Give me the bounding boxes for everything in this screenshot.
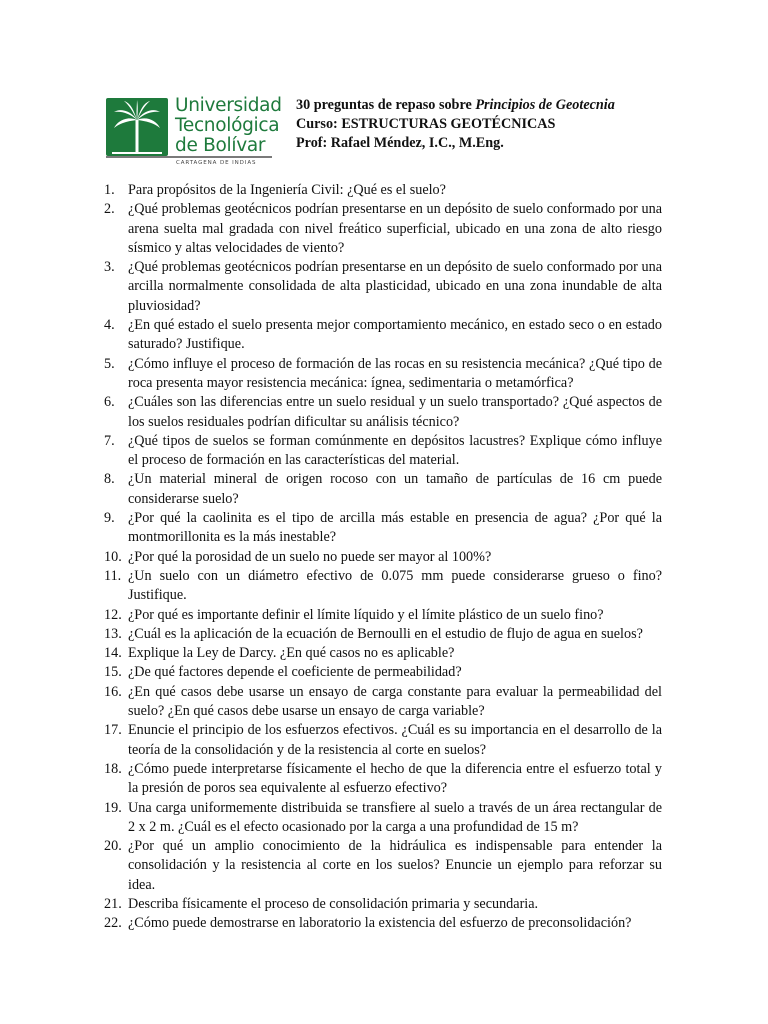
logo-line-1: Universidad [175, 95, 282, 116]
question-item [104, 606, 662, 625]
question-number: 13. [104, 625, 122, 642]
question-text: ¿Cómo puede interpretarse físicamente el hecho de que la diferencia entre el esfuerzo total y la presión de poros sea equivalente al esfuerzo efectivo? [128, 760, 662, 797]
question-item [104, 393, 662, 432]
question-text: ¿Por qué la caolinita es el tipo de arcilla más estable en presencia de agua? ¿Por qué la montmorillonita es la más inestable? [128, 510, 662, 546]
question-number: 1. [104, 182, 115, 198]
question-item [104, 914, 662, 933]
title-prefix: 30 preguntas de repaso sobre [296, 97, 476, 113]
question-item [104, 663, 662, 682]
question-number: 15. [104, 664, 122, 681]
question-text: ¿Cuál es la aplicación de la ecuación de Bernoulli en el estudio de flujo de agua en suelos? [128, 625, 643, 642]
question-item [104, 760, 662, 799]
question-number: 8. [104, 471, 115, 488]
course-title-block [296, 96, 615, 153]
question-item [104, 799, 662, 838]
logo-tagline: CARTAGENA DE INDIAS [176, 160, 257, 166]
question-item [104, 721, 662, 760]
question-text: Explique la Ley de Darcy. ¿En qué casos no es aplicable? [128, 645, 455, 662]
question-item [104, 258, 662, 316]
question-item [104, 548, 662, 567]
question-number: 10. [104, 548, 122, 565]
question-number: 12. [104, 606, 122, 623]
question-text: ¿De qué factores depende el coeficiente de permeabilidad? [128, 664, 462, 681]
question-text: ¿Cuáles son las diferencias entre un suelo residual y un suelo transportado? ¿Qué aspectos de los suelos residuales podrían dificultar su análisis técnico? [128, 394, 662, 430]
question-text: ¿En qué estado el suelo presenta mejor comportamiento mecánico, en estado seco o en estado saturado? Justifique. [128, 317, 662, 353]
question-text: ¿Qué problemas geotécnicos podrían presentarse en un depósito de suelo conformado por una arena suelta mal gradada con nivel freático superficial, ubicado en una zona de alto riesgo sísmico y altas velocidades de viento? [128, 201, 662, 256]
question-text: Enuncie el principio de los esfuerzos efectivos. ¿Cuál es su importancia en el desarrollo de la teoría de la consolidación y de la resistencia al corte en suelos? [128, 722, 662, 758]
question-number: 18. [104, 760, 122, 777]
question-item [104, 644, 662, 663]
question-text: Describa físicamente el proceso de consolidación primaria y secundaria. [128, 895, 539, 912]
question-number: 20. [104, 838, 122, 855]
question-text: ¿Qué tipos de suelos se forman comúnmente en depósitos lacustres? Explique cómo influye el proceso de formación en las características del material. [128, 432, 662, 469]
question-text: ¿Por qué la porosidad de un suelo no puede ser mayor al 100%? [128, 548, 492, 565]
question-text: ¿Cómo puede demostrarse en laboratorio la existencia del esfuerzo de preconsolidación? [128, 915, 632, 932]
question-item [104, 181, 662, 200]
professor-name: Prof: Rafael Méndez, I.C., M.Eng. [296, 135, 504, 151]
logo-wordmark [175, 96, 282, 156]
question-item [104, 683, 662, 722]
question-item [104, 895, 662, 914]
question-number: 2. [104, 201, 115, 218]
title-book-name: Principios de Geotecnia [475, 97, 615, 113]
question-number: 6. [104, 394, 115, 411]
question-text: Para propósitos de la Ingeniería Civil: ¿Qué es el suelo? [128, 182, 446, 198]
question-number: 3. [104, 259, 115, 276]
question-text: ¿En qué casos debe usarse un ensayo de carga constante para evaluar la permeabilidad del suelo? ¿En qué casos debe usarse un ensayo de carga variable? [128, 683, 662, 720]
question-item [104, 200, 662, 258]
question-text: ¿Por qué es importante definir el límite líquido y el límite plástico de un suelo fino? [128, 606, 604, 623]
course-name: Curso: ESTRUCTURAS GEOTÉCNICAS [296, 116, 556, 132]
question-text: ¿Por qué un amplio conocimiento de la hidráulica es indispensable para entender la consolidación y la resistencia al corte en los suelos? Enuncie un ejemplo para reforzar su idea. [128, 838, 662, 893]
question-number: 19. [104, 799, 122, 816]
question-text: ¿Un material mineral de origen rocoso con un tamaño de partículas de 16 cm puede considerarse suelo? [128, 471, 662, 507]
question-text: ¿Cómo influye el proceso de formación de las rocas en su resistencia mecánica? ¿Qué tipo de roca presenta mayor resistencia mecánica: ígnea, sedimentaria o metamórfica? [128, 355, 662, 391]
logo-line-2: Tecnológica [175, 115, 280, 136]
question-number: 9. [104, 510, 115, 527]
question-item [104, 470, 662, 509]
question-number: 16. [104, 683, 122, 700]
question-item [104, 567, 662, 606]
question-number: 17. [104, 722, 122, 739]
question-item [104, 432, 662, 471]
question-list [104, 181, 662, 934]
question-number: 14. [104, 645, 122, 662]
question-text: ¿Un suelo con un diámetro efectivo de 0.075 mm puede considerarse grueso o fino? Justifique. [128, 567, 662, 604]
university-logo [106, 95, 282, 168]
question-number: 11. [104, 567, 122, 584]
document-header [106, 96, 666, 168]
question-item [104, 837, 662, 895]
palm-tree-icon [106, 98, 168, 156]
question-text: Una carga uniformemente distribuida se transfiere al suelo a través de un área rectangular de 2 x 2 m. ¿Cuál es el efecto ocasionado por la carga a una profundidad de 15 m? [128, 799, 662, 835]
question-item [104, 509, 662, 548]
logo-divider [106, 156, 272, 158]
question-number: 4. [104, 317, 115, 334]
question-number: 5. [104, 355, 115, 372]
question-item [104, 355, 662, 394]
document-title [296, 96, 615, 115]
question-number: 7. [104, 432, 115, 449]
logo-line-3: de Bolívar [175, 135, 266, 156]
question-number: 22. [104, 915, 122, 932]
question-number: 21. [104, 895, 122, 912]
question-text: ¿Qué problemas geotécnicos podrían presentarse en un depósito de suelo conformado por una arcilla normalmente consolidada de alta plasticidad, ubicado en una zona inundable de alta pluviosidad? [128, 259, 662, 314]
question-item [104, 316, 662, 355]
logo-emblem [106, 98, 168, 156]
question-item [104, 625, 662, 644]
